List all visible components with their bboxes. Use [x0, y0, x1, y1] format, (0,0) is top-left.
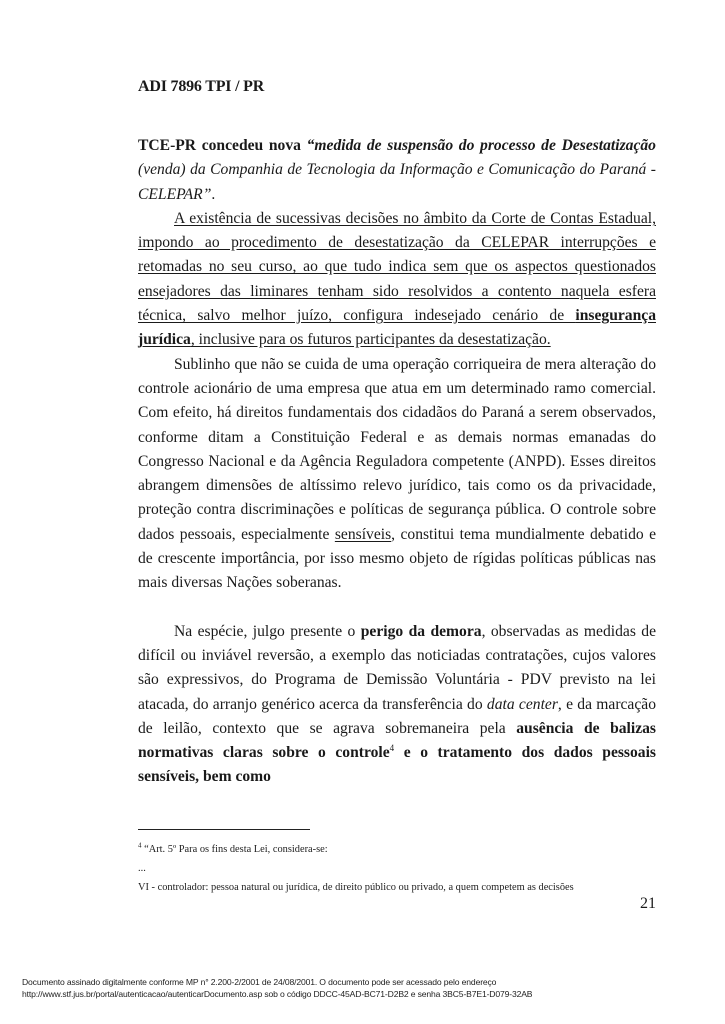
- footnote-ellipsis: ...: [138, 863, 146, 874]
- footnote-line: [138, 843, 658, 857]
- footnote-number: 4: [138, 841, 142, 850]
- paragraph-legal-insecurity: [138, 207, 656, 353]
- text: , observadas as medidas de difícil ou inviável reversão, a exemplo das noticiadas contratações, cujos valores são expressivos, do Programa de Demissão Voluntária - PDV previsto na lei atacada, do arranjo genérico acerca da transferência do: [138, 622, 656, 713]
- bold-text: e o tratamento dos dados pessoais sensíveis, bem como: [138, 744, 656, 786]
- footnote-line: VI - controlador: pessoa natural ou jurídica, de direito público ou privado, a quem competem as decisões: [138, 882, 574, 893]
- footnote-text: “Art. 5º Para os fins desta Lei, considera-se:: [141, 844, 328, 855]
- text-end: , constitui tema mundialmente debatido e de crescente importância, por isso mesmo objeto de rígidas políticas públicas nas mais diversas Nações soberanas.: [138, 525, 657, 592]
- text: , e da marcação de leilão, contexto que se agrava sobremaneira pela: [138, 695, 656, 737]
- underlined-text-end: , inclusive para os futuros participantes da desestatização.: [190, 331, 551, 349]
- bold-text: perigo da demora: [360, 622, 482, 640]
- bold-lead: TCE-PR concedeu nova: [138, 137, 307, 154]
- quote-bold-italic: “medida de suspensão do processo de Desestatização: [306, 137, 656, 154]
- underlined-bold-text: insegurança jurídica: [138, 307, 656, 349]
- footnote-separator: [138, 829, 310, 830]
- text: Sublinho que não se cuida de uma operação corriqueira de mera alteração do controle acionário de uma empresa que atua em um determinado ramo comercial. Com efeito, há direitos fundamentais dos cidadãos do Paraná a serem observados, conforme ditam a Constituição Federal e as demais normas emanadas do Congresso Nacional e da Agência Reguladora competente (ANPD). Esses direitos abrangem dimensões de altíssimo relevo jurídico, tais como os da privacidade, proteção contra discriminações e políticas de segurança pública. O controle sobre dados pessoais, especialmente: [138, 355, 656, 543]
- case-header: ADI 7896 TPI / PR: [138, 78, 265, 95]
- page-number: 21: [640, 895, 656, 912]
- quote-italic: (venda) da Companhia de Tecnologia da Informação e Comunicação do Paraná - CELEPAR”: [138, 161, 656, 203]
- paragraph-end: .: [211, 185, 216, 203]
- footnote: [138, 843, 658, 900]
- bold-text: ausência de balizas normativas claras sobre o controle: [138, 719, 656, 762]
- paragraph-suspension-summary: [138, 134, 656, 207]
- underlined-word: sensíveis: [334, 525, 392, 543]
- paragraph-danger-of-delay: [138, 620, 656, 790]
- text: Na espécie, julgo presente o: [174, 622, 361, 640]
- footnote-reference[interactable]: 4: [389, 742, 395, 753]
- paragraph-fundamental-rights: [138, 353, 656, 596]
- paragraph-gap: [138, 596, 656, 620]
- signature-line: Documento assinado digitalmente conforme MP n° 2.200-2/2001 de 24/08/2001. O documento pode ser acessado pelo endereço: [22, 977, 497, 987]
- digital-signature-notice: [22, 976, 532, 1000]
- underlined-text: A existência de sucessivas decisões no âmbito da Corte de Contas Estadual, impondo ao procedimento de desestatização da CELEPAR interrupções e retomadas no seu curso, ao que tudo indica sem que os aspectos questionados ensejadores das liminares tenham sido resolvidos a contento naquela esfera técnica, salvo melhor juízo, configura indesejado cenário de: [138, 209, 656, 325]
- document-body: [138, 134, 656, 790]
- italic-term: data center: [486, 695, 558, 713]
- signature-link[interactable]: http://www.stf.jus.br/portal/autenticacao/autenticarDocumento.asp sob o código DDCC-45AD-BC71-D2B2 e senha 3BC5-B7E1-D079-32AB: [22, 989, 533, 999]
